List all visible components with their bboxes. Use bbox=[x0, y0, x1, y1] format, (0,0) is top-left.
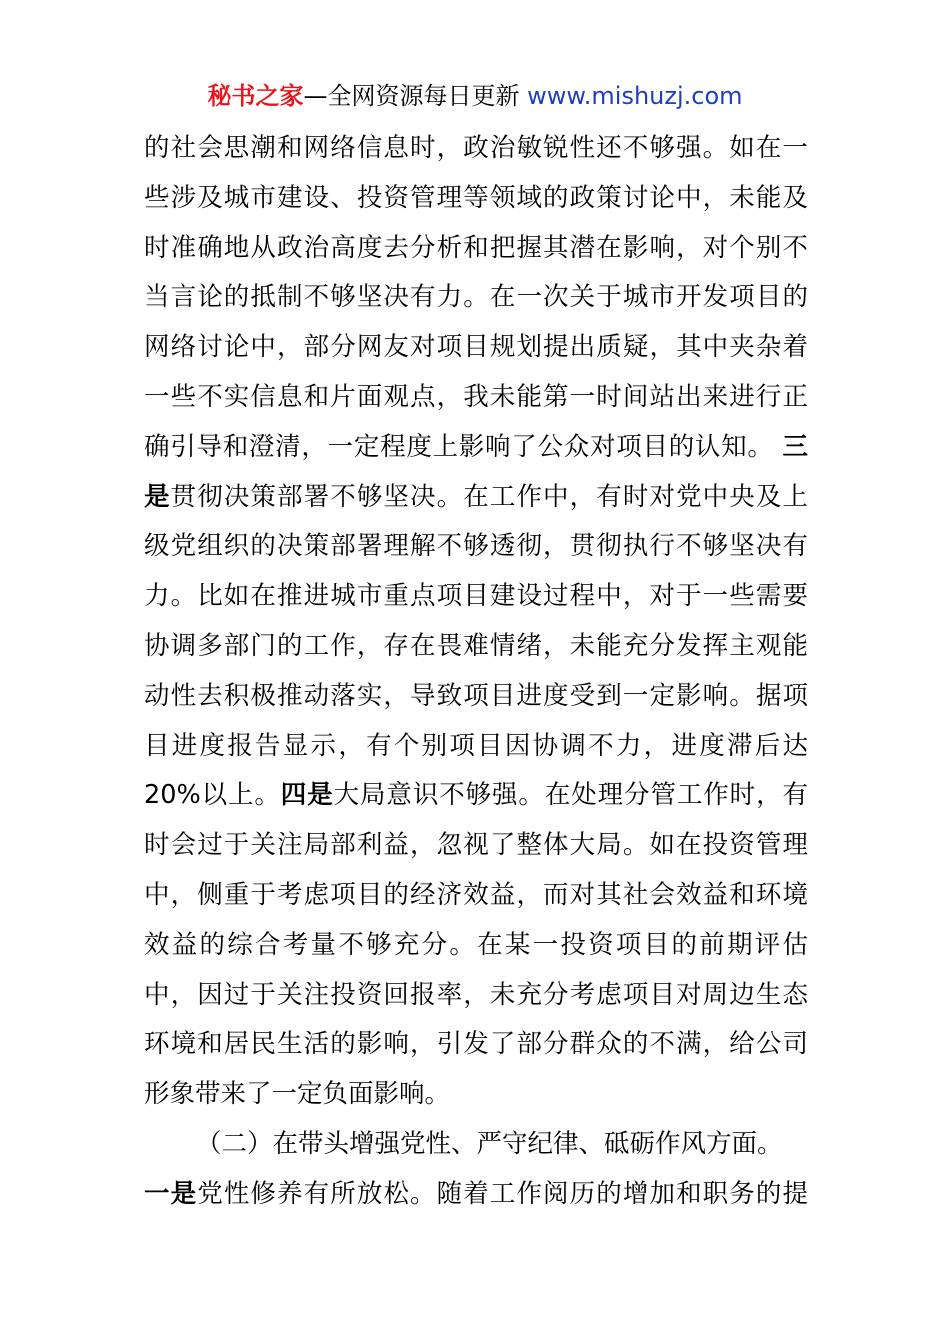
text-line: 当言论的抵制不够坚决有力。在一次关于城市开发项目的 bbox=[144, 282, 808, 313]
text-line: 级党组织的决策部署理解不够透彻，贯彻执行不够坚决有 bbox=[144, 531, 808, 562]
text-segment: 党性修养有所放松。随着工作阅历的增加和职务的提 bbox=[197, 1178, 808, 1209]
text-segment: 大局意识不够强。在处理分管工作时，有 bbox=[333, 780, 808, 811]
text-line bbox=[144, 1170, 808, 1220]
text-line: 的社会思潮和网络信息时，政治敏锐性还不够强。如在一 bbox=[144, 133, 808, 163]
text-line: 网络讨论中，部分网友对项目规划提出质疑，其中夹杂着 bbox=[144, 332, 808, 363]
text-line: 一些不实信息和片面观点，我未能第一时间站出来进行正 bbox=[144, 381, 808, 412]
bold-marker: 是 bbox=[144, 481, 171, 512]
text-line: 时准确地从政治高度去分析和把握其潜在影响，对个别不 bbox=[144, 232, 808, 263]
text-line: 时会过于关注局部利益，忽视了整体大局。如在投资管理 bbox=[144, 830, 808, 861]
text-segment: 20%以上。 bbox=[144, 780, 281, 811]
text-line: 效益的综合考量不够充分。在某一投资项目的前期评估 bbox=[144, 929, 808, 960]
text-line bbox=[144, 423, 808, 473]
text-line: 中，侧重于考虑项目的经济效益，而对其社会效益和环境 bbox=[144, 879, 808, 910]
bold-marker: 三 bbox=[782, 431, 808, 462]
site-header bbox=[0, 78, 950, 114]
text-line: 动性去积极推动落实，导致项目进度受到一定影响。据项 bbox=[144, 680, 808, 711]
site-url-link[interactable]: www.mishuzj.com bbox=[527, 82, 743, 110]
text-segment: 确引导和澄清，一定程度上影响了公众对项目的认知。 bbox=[144, 431, 774, 462]
section-heading: （二）在带头增强党性、严守纪律、砥砺作风方面。 bbox=[196, 1128, 783, 1159]
text-line: 些涉及城市建设、投资管理等领域的政策讨论中，未能及 bbox=[144, 182, 808, 213]
bold-marker: 四是 bbox=[280, 780, 334, 811]
document-body bbox=[144, 124, 808, 1220]
text-line: 目进度报告显示，有个别项目因协调不力，进度滞后达 bbox=[144, 730, 808, 761]
text-line: 环境和居民生活的影响，引发了部分群众的不满，给公司 bbox=[144, 1029, 808, 1060]
text-line bbox=[144, 473, 808, 523]
text-line bbox=[144, 771, 808, 821]
text-line: 协调多部门的工作，存在畏难情绪，未能充分发挥主观能 bbox=[144, 630, 808, 661]
text-line: 中，因过于关注投资回报率，未充分考虑项目对周边生态 bbox=[144, 979, 808, 1010]
bold-marker: 一是 bbox=[144, 1178, 198, 1209]
text-segment: 贯彻决策部署不够坚决。在工作中，有时对党中央及上 bbox=[170, 481, 808, 512]
text-line: 力。比如在推进城市重点项目建设过程中，对于一些需要 bbox=[144, 581, 808, 612]
site-tagline: —全网资源每日更新 bbox=[303, 82, 520, 110]
site-brand: 秘书之家 bbox=[207, 82, 304, 110]
text-line: 形象带来了一定负面影响。 bbox=[144, 1079, 451, 1110]
